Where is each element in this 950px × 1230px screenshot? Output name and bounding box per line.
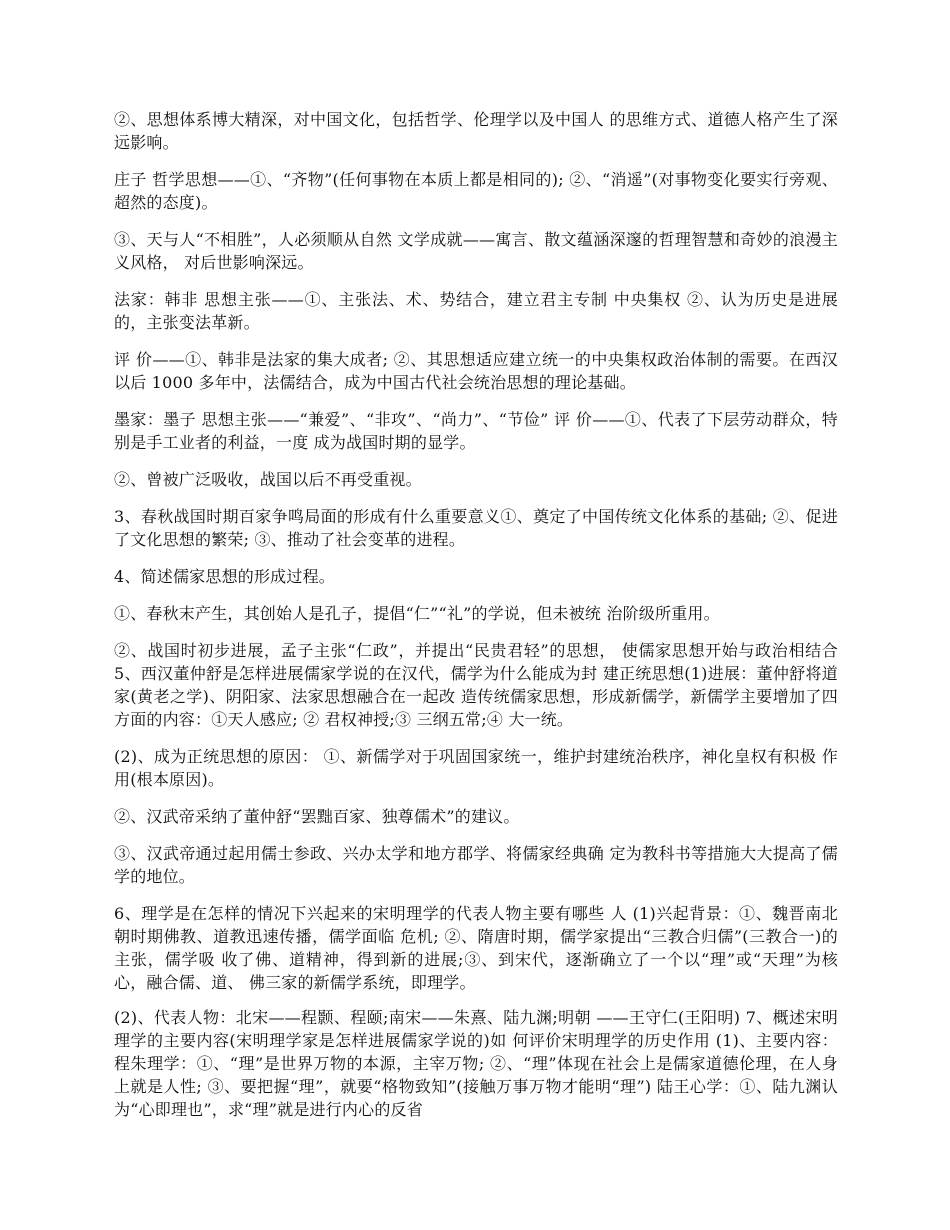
paragraph: ②、战国时初步进展，孟子主张“仁政”，并提出“民贵君轻”的思想， 使儒家思想开始与政治相结合 5、西汉董仲舒是怎样进展儒家学说的在汉代，儒学为什么能成为封 建正统思想(1)进展：董仲舒将道家(黄老之学)、阴阳家、法家思想融合在一起改 造传统儒家思想，形成新儒学，新儒学主要增加了四方面的内容：①天人感应; ② 君权神授;③ 三纲五常;④ 大一统。 <box>114 641 838 729</box>
paragraph: ③、汉武帝通过起用儒士参政、兴办太学和地方郡学、将儒家经典确 定为教科书等措施大大提高了儒学的地位。 <box>114 844 838 886</box>
paragraph: ①、春秋末产生，其创始人是孔子，提倡“仁”“礼”的学说，但未被统 治阶级所重用。 <box>114 604 720 623</box>
paragraph: 庄子 哲学思想——①、“齐物”(任何事物在本质上都是相同的); ②、“消遥”(对事物变化要实行旁观、超然的态度)。 <box>114 170 838 212</box>
paragraph: ②、汉武帝采纳了董仲舒“罢黜百家、独尊儒术”的建议。 <box>114 807 520 826</box>
paragraph: 6、理学是在怎样的情况下兴起来的宋明理学的代表人物主要有哪些 人 (1)兴起背景：①、魏晋南北朝时期佛教、道教迅速传播，儒学面临 危机; ②、隋唐时期，儒学家提出“三教合归儒”(三教合一)的主张，儒学吸 收了佛、道精神，得到新的进展;③、到宋代，逐渐确立了一个以“理”或“天理”为核心，融合儒、道、 佛三家的新儒学系统，即理学。 <box>114 904 838 992</box>
paragraph: 法家：韩非 思想主张——①、主张法、术、势结合，建立君主专制 中央集权 ②、认为历史是进展的，主张变法革新。 <box>114 290 838 332</box>
paragraph: (2)、代表人物：北宋——程颢、程颐;南宋——朱熹、陆九渊;明朝 ——王守仁(王阳明) 7、概述宋明理学的主要内容(宋明理学家是怎样进展儒家学说的)如 何评价宋明理学的历史作用 (1)、主要内容：程朱理学：①、“理”是世界万物的本源，主宰万物; ②、“理”体现在社会上是儒家道德伦理，在人身上就是人性; ③、要把握“理”，就要“格物致知”(接触万事万物才能明“理”) 陆王心学：①、陆九渊认为“心即理也”，求“理”就是进行内心的反省 <box>114 1008 838 1119</box>
paragraph: 4、简述儒家思想的形成过程。 <box>114 567 335 586</box>
paragraph: (2)、成为正统思想的原因： ①、新儒学对于巩固国家统一，维护封建统治秩序，神化皇权有积极 作用(根本原因)。 <box>114 747 838 789</box>
paragraph: ②、曾被广泛吸收，战国以后不再受重视。 <box>114 470 422 489</box>
paragraph: 墨家：墨子 思想主张——“兼爱”、“非攻”、“尚力”、“节俭” 评 价——①、代表了下层劳动群众，特别是手工业者的利益，一度 成为战国时期的显学。 <box>114 410 838 452</box>
document-body <box>114 108 838 1133</box>
paragraph: 评 价——①、韩非是法家的集大成者; ②、其思想适应建立统一的中央集权政治体制的需要。在西汉以后 1000 多年中，法儒结合，成为中国古代社会统治思想的理论基础。 <box>114 350 838 392</box>
paragraph: 3、春秋战国时期百家争鸣局面的形成有什么重要意义①、奠定了中国传统文化体系的基础; ②、促进了文化思想的繁荣; ③、推动了社会变革的进程。 <box>114 507 838 549</box>
paragraph: ③、天与人“不相胜”，人必须顺从自然 文学成就——寓言、散文蕴涵深邃的哲理智慧和奇妙的浪漫主义风格， 对后世影响深远。 <box>114 230 838 272</box>
paragraph: ②、思想体系博大精深，对中国文化，包括哲学、伦理学以及中国人 的思维方式、道德人格产生了深远影响。 <box>114 110 838 152</box>
